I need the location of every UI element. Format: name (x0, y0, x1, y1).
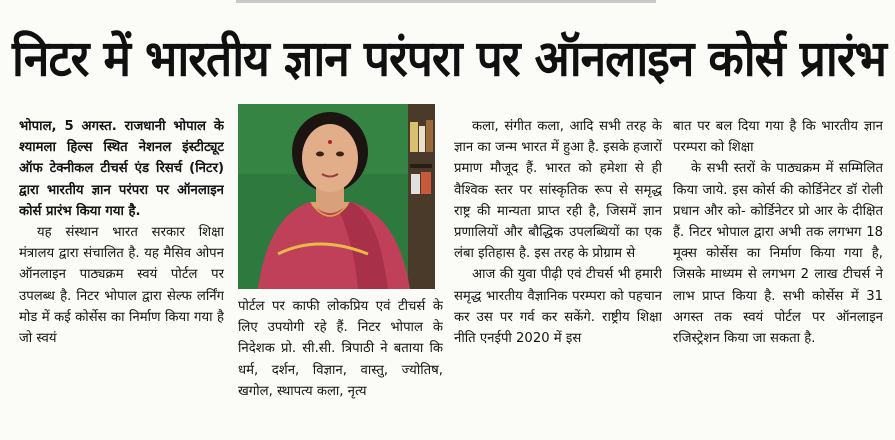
body-paragraph: के सभी स्तरों के पाठ्यक्रम में सम्मिलित किया जाये. इस कोर्स की कोर्डिनेटर डॉ रोली प्रधान और को- कोर्डिनेटर प्रो आर के दीक्षित हैं. निटर भोपाल द्वारा अभी तक लगभग 18 मूक्स कोर्सेस का निर्माण किया गया है, जिसके माध्यम से लगभग 2 लाख टीचर्स ने लाभ प्राप्त किया है. सभी कोर्सेस में 31 अगस्त तक स्वयं पोर्टल पर ऑनलाइन रजिस्ट्रेशन किया जा सकता है. (673, 161, 883, 347)
body-paragraph: कला, संगीत कला, आदि सभी तरह के ज्ञान का जन्म भारत में हुआ है. इसके हजारों प्रमाण मौजूद हैं. भारत को हमेशा से ही वैश्विक स्तर पर सांस्कृतिक रूप से समृद्ध राष्ट्र की मान्यता प्राप्त रही है, जिसमें ज्ञान प्रणालियों और बौद्धिक उपलब्धियों का एक लंबा इतिहास है. इस तरह के प्रोग्राम से (454, 119, 662, 262)
body-paragraph: आज की युवा पीढ़ी एवं टीचर्स भी हमारी समृद्ध भारतीय वैज्ञानिक परम्परा को पहचान कर उस पर गर्व कर सकेंगे. राष्ट्रीय शिक्षा नीति एनईपी 2020 में इस (454, 267, 662, 347)
top-rule (236, 0, 656, 3)
lead-paragraph: भोपाल, 5 अगस्त. राजधानी भोपाल के श्यामला हिल्स स्थित नेशनल इंस्टीट्यूट ऑफ टेक्नीकल टीचर्स एंड रिसर्च (निटर) द्वारा भारतीय ज्ञान परंपरा पर ऑनलाइन कोर्स प्रारंभ किया गया है. (19, 119, 224, 219)
body-paragraph: पोर्टल पर काफी लोकप्रिय एवं टीचर्स के लिए उपयोगी रहे हैं. निटर भोपाल के निदेशक प्रो. सी.सी. त्रिपाठी ने बताया कि धर्म, दर्शन, विज्ञान, वास्तु, ज्योतिष, खगोल, स्थापत्य कला, नृत्य (238, 299, 443, 399)
article-column-4 (673, 116, 883, 438)
headline: निटर में भारतीय ज्ञान परंपरा पर ऑनलाइन कोर्स प्रारंभ (12, 28, 887, 88)
body-paragraph: बात पर बल दिया गया है कि भारतीय ज्ञान परम्परा को शिक्षा (673, 119, 883, 156)
article-column-1 (19, 116, 224, 438)
article-column-3 (454, 116, 662, 438)
body-paragraph: यह संस्थान भारत सरकार शिक्षा मंत्रालय द्वारा संचालित है. यह मैसिव ओपन ऑनलाइन पाठ्यक्रम स्वयं पोर्टल पर उपलब्ध है. निटर भोपाल द्वारा सेल्फ लर्निंग मोड में कई कोर्सेस का निर्माण किया गया है जो स्वयं (19, 225, 224, 347)
article-column-2 (238, 296, 443, 438)
news-photo (238, 104, 435, 289)
